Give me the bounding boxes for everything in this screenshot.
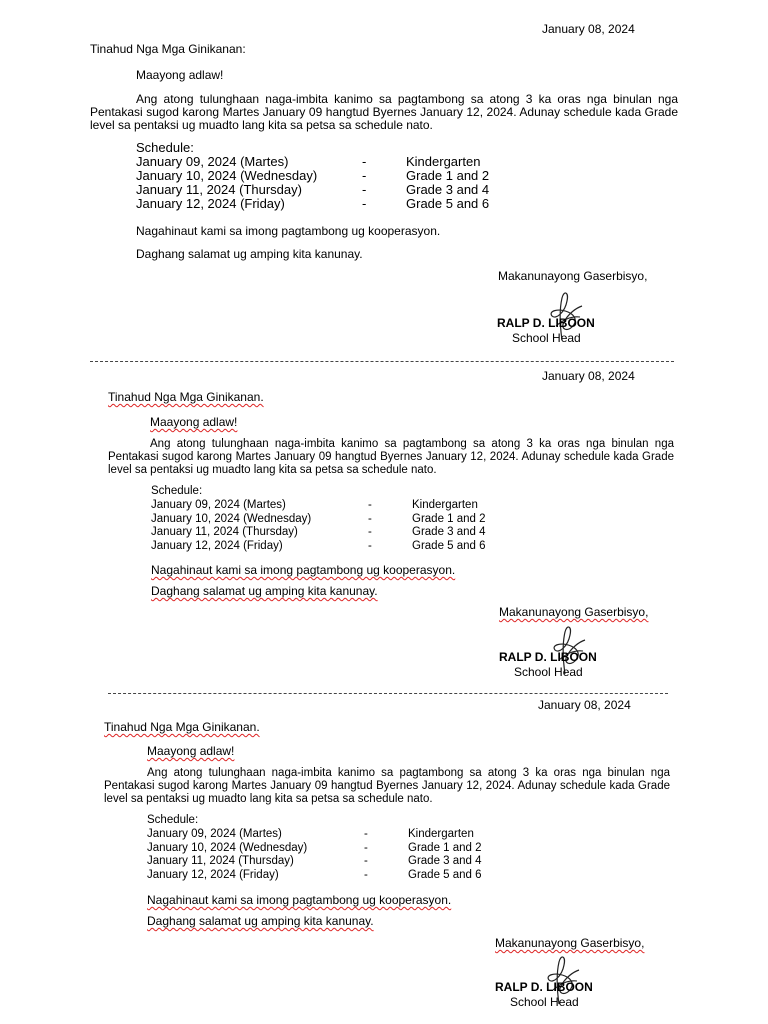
schedule-block (147, 813, 547, 881)
schedule-dash: - (368, 526, 372, 538)
letter-copy-1 (0, 0, 768, 352)
schedule-dash: - (368, 512, 372, 525)
schedule-dash: - (368, 539, 372, 552)
hope-line: Nagahinaut kami sa imong pagtambong ug kooperasyon. (151, 563, 456, 577)
hope-line: Nagahinaut kami sa imong pagtambong ug kooperasyon. (147, 893, 452, 907)
schedule-grade: Grade 3 and 4 (406, 182, 490, 197)
schedule-block (151, 484, 551, 552)
schedule-dash: - (364, 855, 368, 867)
invitation-paragraph: Ang atong tulunghaan naga-imbita kanimo sa pagtambong sa atong 3 ka oras nga binulan nga Pentakasi sugod karong Martes January 09 hangtud Byernes January 12, 2024. Adunay schedule kada Grade level sa pentaksi ug muadto lang kita sa petsa sa schedule nato. (104, 767, 670, 805)
schedule-grade: Kindergarten (412, 499, 478, 511)
complimentary-close: Makanunayong Gaserbisyo, (499, 605, 649, 619)
complimentary-close: Makanunayong Gaserbisyo, (495, 936, 645, 950)
signatory-title: School Head (514, 665, 583, 679)
schedule-label: Schedule: (136, 140, 194, 155)
thanks-line: Daghang salamat ug amping kita kanunay. (136, 247, 363, 261)
letter-date: January 08, 2024 (542, 22, 635, 36)
signatory-title: School Head (512, 331, 581, 345)
schedule-dash: - (368, 499, 372, 511)
schedule-row (147, 854, 547, 868)
schedule-row (136, 183, 556, 197)
schedule-date: January 11, 2024 (Thursday) (151, 526, 298, 538)
thanks-line: Daghang salamat ug amping kita kanunay. (147, 914, 374, 928)
letter-copy-2 (0, 352, 768, 688)
schedule-grade: Grade 5 and 6 (406, 196, 490, 211)
schedule-date: January 11, 2024 (Thursday) (136, 182, 302, 197)
schedule-label: Schedule: (151, 485, 203, 497)
schedule-date: January 11, 2024 (Thursday) (147, 855, 294, 867)
schedule-grade: Kindergarten (408, 828, 474, 840)
schedule-dash: - (362, 182, 367, 197)
schedule-row (151, 512, 551, 526)
letter-date: January 08, 2024 (538, 698, 631, 712)
schedule-dash: - (364, 868, 368, 881)
salutation: Tinahud Nga Mga Ginikanan. (104, 720, 260, 734)
schedule-grade: Grade 3 and 4 (412, 526, 486, 538)
thanks-line: Daghang salamat ug amping kita kanunay. (151, 584, 378, 598)
hope-line: Nagahinaut kami sa imong pagtambong ug kooperasyon. (136, 224, 441, 238)
schedule-dash: - (364, 841, 368, 854)
schedule-date: January 12, 2024 (Friday) (147, 868, 279, 881)
greeting: Maayong adlaw! (136, 68, 224, 82)
signatory-title: School Head (510, 995, 579, 1009)
schedule-row (147, 841, 547, 855)
complimentary-close: Makanunayong Gaserbisyo, (498, 269, 648, 283)
signatory-name: RALP D. LIBOON (495, 980, 593, 994)
schedule-row (136, 169, 556, 183)
salutation: Tinahud Nga Mga Ginikanan. (108, 390, 264, 404)
invitation-paragraph: Ang atong tulunghaan naga-imbita kanimo sa pagtambong sa atong 3 ka oras nga binulan nga Pentakasi sugod karong Martes January 09 hangtud Byernes January 12, 2024. Adunay schedule kada Grade level sa pentaksi ug muadto lang kita sa petsa sa schedule nato. (108, 438, 674, 476)
salutation: Tinahud Nga Mga Ginikanan: (90, 42, 246, 56)
schedule-dash: - (362, 196, 367, 211)
greeting: Maayong adlaw! (150, 415, 238, 429)
schedule-dash: - (362, 154, 367, 169)
schedule-row (151, 539, 551, 553)
invitation-paragraph: Ang atong tulunghaan naga-imbita kanimo sa pagtambong sa atong 3 ka oras nga binulan nga Pentakasi sugod karong Martes January 09 hangtud Byernes January 12, 2024. Adunay schedule kada Grade level sa pentaksi ug muadto lang kita sa petsa sa schedule nato. (90, 92, 678, 132)
schedule-row (151, 525, 551, 539)
schedule-date: January 12, 2024 (Friday) (136, 196, 285, 211)
schedule-dash: - (364, 828, 368, 840)
letter-copy-3 (0, 688, 768, 1024)
schedule-row (147, 827, 547, 841)
letter-date: January 08, 2024 (542, 369, 635, 383)
schedule-date: January 09, 2024 (Martes) (147, 828, 282, 840)
schedule-grade: Grade 3 and 4 (408, 855, 482, 867)
schedule-date: January 09, 2024 (Martes) (151, 499, 286, 511)
signatory-name: RALP D. LIBOON (499, 650, 597, 664)
schedule-date: January 12, 2024 (Friday) (151, 539, 283, 552)
schedule-label: Schedule: (147, 814, 199, 826)
signatory-name: RALP D. LIBOON (497, 316, 595, 330)
schedule-row (136, 155, 556, 169)
schedule-row (136, 197, 556, 211)
schedule-grade: Kindergarten (406, 154, 481, 169)
schedule-date: January 10, 2024 (Wednesday) (151, 512, 312, 525)
schedule-date: January 09, 2024 (Martes) (136, 154, 289, 169)
schedule-row (147, 868, 547, 882)
schedule-block (136, 141, 556, 211)
schedule-dash: - (362, 168, 367, 183)
schedule-row (151, 498, 551, 512)
schedule-grade: Grade 5 and 6 (408, 868, 482, 881)
greeting: Maayong adlaw! (147, 744, 235, 758)
schedule-grade: Grade 1 and 2 (412, 512, 486, 525)
schedule-grade: Grade 1 and 2 (406, 168, 490, 183)
schedule-date: January 10, 2024 (Wednesday) (147, 841, 308, 854)
schedule-date: January 10, 2024 (Wednesday) (136, 168, 318, 183)
schedule-grade: Grade 1 and 2 (408, 841, 482, 854)
schedule-grade: Grade 5 and 6 (412, 539, 486, 552)
